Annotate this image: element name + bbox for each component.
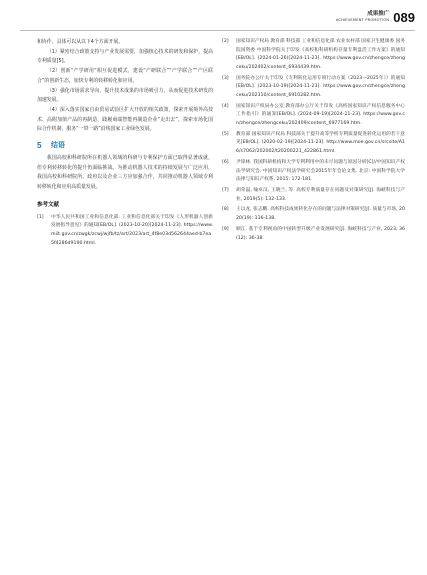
reference-number: [4] [222,103,229,109]
reference-item [222,131,405,157]
reference-item [37,214,213,248]
column-name: 成果推广 [367,11,390,17]
body-paragraph: （1）紧密结合政策支持与产业发展需要，加强核心技术的研发和保护，提高专利质量[5]。 [37,48,213,65]
reference-text: 中华人民共和国工业和信息化部. 工业和信息化部关于印发《人形机器人创新发展指导意见》的通知[EB/OL]. (2023-10-20)[2024-11-23]. https://www.miit.gov.cn/zwgk/zcwj/wjfb/tz/art/2023/art_4f8e03d562644aed-b7ea5f4286d9190.html. [51,214,213,246]
reference-number: [1] [37,214,44,220]
running-head [336,6,415,28]
reference-text: 顾江. 基于专利视角的中国转型升级产业发展研究[J]. 海峡科技与产业, 2023, 36(12): 36-38. [236,226,405,241]
right-column [222,38,405,245]
reference-number: [3] [222,75,229,81]
reference-number: [8] [222,207,229,213]
page-number: 089 [393,9,415,25]
left-column [37,38,213,251]
column-name-en: ACHIEVEMENT PROMOTION [335,18,390,22]
reference-item [222,226,405,243]
reference-text: 教育部 国家知识产权局 科技部关于提升高等学校专利质量促进转化运用的若干意见[EB/OL]. (2020-02-19)[2024-11-23]. http://www.moe.gov.cn/srcsite/A16/s7062/202002/t20200221_422861.html. [236,131,405,155]
body-paragraph: （3）强化市场需求导向，提升技术成果的市场吸引力，从而促进技术研发的加速发展。 [37,87,213,104]
reference-item [222,75,405,101]
section-title: 结语 [51,141,65,150]
reference-number: [2] [222,39,229,44]
reference-text: 国务院办公厅关于印发《专利转化运用专项行动方案（2023—2025年）》的通知[EB/OL]. (2023-10-19)[2024-11-23]. https://www.gov.cn/zhengce/zhengceku/202310/content_6910282.htm. [236,75,405,98]
reference-text: 胡荣磊, 喻卓汉, 王晓兰, 等. 高校专利质量存在问题及对策研究[J]. 海峡科技与产业, 2019(5): 132-133. [236,187,405,202]
reference-text: 王以龙, 张志鹏. 高校科技成果转化存在的问题与法律对策研究[J]. 质量与市场, 2020(19): 136-138. [236,207,405,222]
reference-text: 国家知识产权局办公室 教育部办公厅关于印发《高校国家知识产权信息服务中心工作指引》的通知[EB/OL]. (2024-09-19)[2024-11-23]. https://www.gov.cn/zhengce/zhengceku/202409/content_6977169.htm. [236,103,405,126]
references-heading: 参考文献 [37,201,60,208]
reference-item [222,38,405,72]
body-paragraph: （2）创新“产学研用”相互促进模式，建设“产研联合”“产学联合”“产区联合”的创新生态，加快专利的转移转化和应用。 [37,68,213,84]
body-paragraph: （4）深入落实国家自由贸易试验区扩大开放的相关政策，探索开展境外高技术、高附加值产品的再制造，践履商端智能再制造企业“走出去”，探索市场化国际合作机制，服务“一带一路”沿线国家工业绿色发展。 [37,106,213,133]
reference-number: [9] [222,226,229,232]
body-paragraph: 和协作。具体可以从以下4个方面开展。 [37,39,124,45]
header-divider [20,30,415,31]
reference-item [222,187,405,204]
reference-text: 国家知识产权局 教育部 科技部 工业和信息化部 农业农村部 国家卫生健康委 国务院国资委 中国科学院关于印发《高校和科研机构存量专利盘活工作方案》的通知[EB/OL]. (2024-01-26)[2024-11-23]. https://www.gov.cn/zhengce/zhengceku/202402/content_6934439.htm. [236,39,405,70]
reference-number: [7] [222,187,229,193]
reference-item [222,206,405,223]
running-head-text [336,11,389,23]
reference-item [222,103,405,129]
reference-number: [6] [222,159,229,165]
reference-item [222,159,405,185]
reference-number: [5] [222,131,229,137]
section-heading [37,140,213,150]
section-number: 5 [37,140,42,150]
conclusion-paragraph: 我国高校和科研院所在机器人领域的科研与专利保护方面已取得显著成就，但专利转移转化的提升仍面临挑战。为推动机器人技术的持续发展与广泛应用，我国高校和科研院所、政府以及企业三方应加强合作，共同推动机器人领域专利转移转化和应用高质量发展。 [37,155,213,191]
reference-text: 尹锋林. 我国科研机构和大学专利利用中的未尽问题与原因分析[C]//中国知识产权法学研究会. 中国知识产权法学研究会2015年年会论文集. 北京: 中国科学院大学法律与知识产权系, 2015: 172-181. [236,159,405,183]
